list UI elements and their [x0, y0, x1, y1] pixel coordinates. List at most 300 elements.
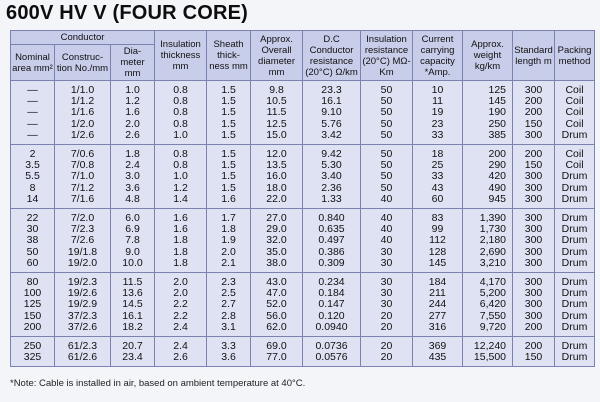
- cell-sheath-thickness: 1.5: [207, 119, 251, 130]
- cell-weight: 385: [463, 130, 513, 145]
- cell-construction: 19/2.6: [55, 288, 111, 299]
- cell-insulation-resistance: 50: [361, 119, 413, 130]
- cell-weight: 290: [463, 160, 513, 171]
- cell-diameter: 1.0: [111, 81, 155, 97]
- cell-current-capacity: 11: [413, 96, 463, 107]
- cell-dc-resistance: 0.309: [303, 258, 361, 273]
- header-dc-resistance: D.C Conductor resistance (20°C) Ω/km: [303, 31, 361, 81]
- table-row: [11, 258, 595, 273]
- cell-construction: 1/2.6: [55, 130, 111, 145]
- cell-standard-length: 300: [513, 235, 555, 246]
- cell-weight: 5,200: [463, 288, 513, 299]
- cell-diameter: 1.2: [111, 96, 155, 107]
- header-insulation-thickness: Insulation thickness mm: [155, 31, 207, 81]
- cell-sheath-thickness: 1.5: [207, 160, 251, 171]
- cell-diameter: 7.8: [111, 235, 155, 246]
- cell-dc-resistance: 23.3: [303, 81, 361, 97]
- cell-overall-diameter: 43.0: [251, 273, 303, 289]
- cell-nominal-area: 60: [11, 258, 55, 273]
- cell-diameter: 4.8: [111, 194, 155, 209]
- cell-construction: 19/2.0: [55, 258, 111, 273]
- cell-current-capacity: 25: [413, 160, 463, 171]
- cell-packing-method: Coil: [555, 107, 595, 118]
- cell-dc-resistance: 9.10: [303, 107, 361, 118]
- cell-current-capacity: 184: [413, 273, 463, 289]
- cell-dc-resistance: 5.30: [303, 160, 361, 171]
- cell-diameter: 18.2: [111, 322, 155, 337]
- cell-sheath-thickness: 1.5: [207, 96, 251, 107]
- cell-dc-resistance: 0.840: [303, 209, 361, 225]
- table-row: [11, 352, 595, 367]
- cell-packing-method: Drum: [555, 258, 595, 273]
- cell-insulation-thickness: 2.2: [155, 311, 207, 322]
- cell-standard-length: 300: [513, 224, 555, 235]
- cell-diameter: 20.7: [111, 337, 155, 353]
- cell-overall-diameter: 11.5: [251, 107, 303, 118]
- cell-packing-method: Drum: [555, 194, 595, 209]
- cell-standard-length: 300: [513, 183, 555, 194]
- cell-insulation-thickness: 1.0: [155, 130, 207, 145]
- cell-sheath-thickness: 1.5: [207, 183, 251, 194]
- cell-dc-resistance: 5.76: [303, 119, 361, 130]
- cell-nominal-area: 150: [11, 311, 55, 322]
- cell-standard-length: 300: [513, 288, 555, 299]
- cell-packing-method: Coil: [555, 119, 595, 130]
- cell-construction: 7/0.6: [55, 145, 111, 161]
- cell-insulation-thickness: 1.6: [155, 224, 207, 235]
- table-row: [11, 183, 595, 194]
- cell-current-capacity: 33: [413, 171, 463, 182]
- cell-packing-method: Drum: [555, 171, 595, 182]
- cell-insulation-thickness: 2.6: [155, 352, 207, 367]
- cell-sheath-thickness: 1.5: [207, 81, 251, 97]
- cell-diameter: 6.0: [111, 209, 155, 225]
- cell-construction: 1/1.0: [55, 81, 111, 97]
- cell-diameter: 16.1: [111, 311, 155, 322]
- cell-dc-resistance: 0.0576: [303, 352, 361, 367]
- cell-insulation-resistance: 50: [361, 183, 413, 194]
- cell-nominal-area: —: [11, 119, 55, 130]
- table-row: [11, 273, 595, 289]
- cell-weight: 190: [463, 107, 513, 118]
- table-row: [11, 224, 595, 235]
- cell-nominal-area: 14: [11, 194, 55, 209]
- cell-weight: 15,500: [463, 352, 513, 367]
- cell-weight: 420: [463, 171, 513, 182]
- cell-sheath-thickness: 2.7: [207, 299, 251, 310]
- cell-insulation-resistance: 50: [361, 171, 413, 182]
- cell-packing-method: Drum: [555, 235, 595, 246]
- cell-current-capacity: 60: [413, 194, 463, 209]
- cell-overall-diameter: 13.5: [251, 160, 303, 171]
- cell-packing-method: Drum: [555, 322, 595, 337]
- cell-insulation-thickness: 2.4: [155, 322, 207, 337]
- cell-construction: 1/1.2: [55, 96, 111, 107]
- cell-insulation-resistance: 50: [361, 130, 413, 145]
- cell-nominal-area: 125: [11, 299, 55, 310]
- cell-diameter: 2.4: [111, 160, 155, 171]
- cell-current-capacity: 145: [413, 258, 463, 273]
- cell-current-capacity: 19: [413, 107, 463, 118]
- cell-dc-resistance: 0.120: [303, 311, 361, 322]
- cell-standard-length: 300: [513, 299, 555, 310]
- cell-construction: 7/2.3: [55, 224, 111, 235]
- cell-current-capacity: 33: [413, 130, 463, 145]
- cell-insulation-resistance: 30: [361, 247, 413, 258]
- cell-standard-length: 200: [513, 337, 555, 353]
- cable-spec-table: [10, 30, 595, 367]
- cell-construction: 7/1.6: [55, 194, 111, 209]
- cell-sheath-thickness: 3.3: [207, 337, 251, 353]
- cell-weight: 1,390: [463, 209, 513, 225]
- cell-packing-method: Drum: [555, 183, 595, 194]
- cell-packing-method: Drum: [555, 337, 595, 353]
- cell-standard-length: 150: [513, 352, 555, 367]
- cell-nominal-area: —: [11, 107, 55, 118]
- cell-standard-length: 300: [513, 81, 555, 97]
- cell-insulation-resistance: 50: [361, 81, 413, 97]
- cell-insulation-resistance: 20: [361, 352, 413, 367]
- table-row: [11, 194, 595, 209]
- cell-standard-length: 300: [513, 273, 555, 289]
- cell-packing-method: Drum: [555, 224, 595, 235]
- cell-packing-method: Coil: [555, 160, 595, 171]
- cell-sheath-thickness: 2.3: [207, 273, 251, 289]
- cell-diameter: 10.0: [111, 258, 155, 273]
- cell-overall-diameter: 29.0: [251, 224, 303, 235]
- cell-overall-diameter: 15.0: [251, 130, 303, 145]
- cell-standard-length: 150: [513, 160, 555, 171]
- cell-insulation-thickness: 1.0: [155, 171, 207, 182]
- cell-sheath-thickness: 1.7: [207, 209, 251, 225]
- cell-dc-resistance: 16.1: [303, 96, 361, 107]
- cell-overall-diameter: 9.8: [251, 81, 303, 97]
- table-row: [11, 160, 595, 171]
- cell-insulation-thickness: 0.8: [155, 107, 207, 118]
- cell-sheath-thickness: 2.1: [207, 258, 251, 273]
- cell-insulation-thickness: 1.8: [155, 258, 207, 273]
- cell-overall-diameter: 52.0: [251, 299, 303, 310]
- cell-nominal-area: 2: [11, 145, 55, 161]
- cell-nominal-area: —: [11, 81, 55, 97]
- cell-standard-length: 200: [513, 322, 555, 337]
- cell-diameter: 1.8: [111, 145, 155, 161]
- cell-weight: 250: [463, 119, 513, 130]
- cell-current-capacity: 244: [413, 299, 463, 310]
- cell-insulation-resistance: 30: [361, 299, 413, 310]
- table-row: [11, 107, 595, 118]
- cell-nominal-area: 5.5: [11, 171, 55, 182]
- cell-overall-diameter: 22.0: [251, 194, 303, 209]
- cell-insulation-resistance: 30: [361, 258, 413, 273]
- cell-nominal-area: 200: [11, 322, 55, 337]
- cell-weight: 7,550: [463, 311, 513, 322]
- cell-sheath-thickness: 2.0: [207, 247, 251, 258]
- table-row: [11, 235, 595, 246]
- cell-insulation-thickness: 2.0: [155, 288, 207, 299]
- cell-dc-resistance: 0.497: [303, 235, 361, 246]
- table-row: [11, 145, 595, 161]
- cell-diameter: 1.6: [111, 107, 155, 118]
- cell-packing-method: Coil: [555, 96, 595, 107]
- cell-overall-diameter: 12.0: [251, 145, 303, 161]
- cell-overall-diameter: 18.0: [251, 183, 303, 194]
- cell-insulation-resistance: 20: [361, 322, 413, 337]
- cell-insulation-resistance: 20: [361, 311, 413, 322]
- cell-current-capacity: 83: [413, 209, 463, 225]
- cell-overall-diameter: 16.0: [251, 171, 303, 182]
- cell-overall-diameter: 35.0: [251, 247, 303, 258]
- cell-nominal-area: 80: [11, 273, 55, 289]
- cell-insulation-resistance: 30: [361, 288, 413, 299]
- cell-standard-length: 300: [513, 209, 555, 225]
- cell-weight: 9,720: [463, 322, 513, 337]
- cell-packing-method: Drum: [555, 130, 595, 145]
- cell-dc-resistance: 3.42: [303, 130, 361, 145]
- table-row: [11, 171, 595, 182]
- table-row: [11, 247, 595, 258]
- cell-overall-diameter: 27.0: [251, 209, 303, 225]
- header-conductor-group: Conductor: [11, 31, 155, 45]
- cell-insulation-resistance: 50: [361, 145, 413, 161]
- cell-standard-length: 300: [513, 258, 555, 273]
- cell-overall-diameter: 32.0: [251, 235, 303, 246]
- header-overall-diameter: Approx. Overall diameter mm: [251, 31, 303, 81]
- cell-packing-method: Drum: [555, 247, 595, 258]
- cell-dc-resistance: 2.36: [303, 183, 361, 194]
- cell-weight: 125: [463, 81, 513, 97]
- cell-insulation-thickness: 0.8: [155, 119, 207, 130]
- cell-nominal-area: 50: [11, 247, 55, 258]
- cell-packing-method: Coil: [555, 145, 595, 161]
- cell-nominal-area: 3.5: [11, 160, 55, 171]
- cell-packing-method: Drum: [555, 209, 595, 225]
- cell-overall-diameter: 38.0: [251, 258, 303, 273]
- cell-diameter: 14.5: [111, 299, 155, 310]
- cell-dc-resistance: 9.42: [303, 145, 361, 161]
- cell-overall-diameter: 47.0: [251, 288, 303, 299]
- cell-insulation-thickness: 0.8: [155, 96, 207, 107]
- header-standard-length: Standard length m: [513, 31, 555, 81]
- cell-weight: 12,240: [463, 337, 513, 353]
- cell-insulation-thickness: 1.8: [155, 247, 207, 258]
- cell-nominal-area: —: [11, 130, 55, 145]
- header-packing-method: Packing method: [555, 31, 595, 81]
- cell-overall-diameter: 62.0: [251, 322, 303, 337]
- table-row: [11, 96, 595, 107]
- header-construction: Construc-tion No./mm: [55, 45, 111, 81]
- cell-nominal-area: 250: [11, 337, 55, 353]
- cell-insulation-resistance: 50: [361, 160, 413, 171]
- cell-construction: 19/2.9: [55, 299, 111, 310]
- header-sheath-thickness: Sheath thick-ness mm: [207, 31, 251, 81]
- cell-current-capacity: 277: [413, 311, 463, 322]
- cell-dc-resistance: 3.40: [303, 171, 361, 182]
- cell-sheath-thickness: 1.5: [207, 107, 251, 118]
- cell-overall-diameter: 10.5: [251, 96, 303, 107]
- table-row: [11, 337, 595, 353]
- cell-dc-resistance: 0.635: [303, 224, 361, 235]
- cell-insulation-thickness: 2.4: [155, 337, 207, 353]
- cell-insulation-resistance: 40: [361, 194, 413, 209]
- cell-insulation-thickness: 2.0: [155, 273, 207, 289]
- cell-construction: 7/2.0: [55, 209, 111, 225]
- cell-packing-method: Drum: [555, 352, 595, 367]
- cell-current-capacity: 128: [413, 247, 463, 258]
- cell-packing-method: Drum: [555, 273, 595, 289]
- cell-construction: 1/1.6: [55, 107, 111, 118]
- cell-nominal-area: 325: [11, 352, 55, 367]
- cell-insulation-resistance: 20: [361, 337, 413, 353]
- cell-standard-length: 300: [513, 130, 555, 145]
- cell-standard-length: 300: [513, 194, 555, 209]
- cell-nominal-area: 8: [11, 183, 55, 194]
- table-row: [11, 81, 595, 97]
- cell-dc-resistance: 0.147: [303, 299, 361, 310]
- cell-diameter: 2.6: [111, 130, 155, 145]
- cell-weight: 145: [463, 96, 513, 107]
- cell-weight: 4,170: [463, 273, 513, 289]
- cell-sheath-thickness: 1.5: [207, 171, 251, 182]
- cell-diameter: 3.6: [111, 183, 155, 194]
- cell-overall-diameter: 12.5: [251, 119, 303, 130]
- header-nominal-area: Nominal area mm²: [11, 45, 55, 81]
- table-row: [11, 288, 595, 299]
- cell-current-capacity: 43: [413, 183, 463, 194]
- cell-packing-method: Coil: [555, 81, 595, 97]
- cell-sheath-thickness: 1.5: [207, 145, 251, 161]
- cell-weight: 3,210: [463, 258, 513, 273]
- table-row: [11, 322, 595, 337]
- cell-current-capacity: 10: [413, 81, 463, 97]
- cell-diameter: 3.0: [111, 171, 155, 182]
- cell-dc-resistance: 1.33: [303, 194, 361, 209]
- cell-overall-diameter: 77.0: [251, 352, 303, 367]
- cell-insulation-resistance: 50: [361, 96, 413, 107]
- cell-weight: 490: [463, 183, 513, 194]
- cell-standard-length: 150: [513, 119, 555, 130]
- table-row: [11, 209, 595, 225]
- cell-overall-diameter: 69.0: [251, 337, 303, 353]
- header-current-capacity: Current carrying capacity *Amp.: [413, 31, 463, 81]
- cell-current-capacity: 316: [413, 322, 463, 337]
- cell-construction: 7/1.2: [55, 183, 111, 194]
- table-row: [11, 299, 595, 310]
- cell-current-capacity: 112: [413, 235, 463, 246]
- cell-sheath-thickness: 1.6: [207, 194, 251, 209]
- cell-sheath-thickness: 3.1: [207, 322, 251, 337]
- table-row: [11, 130, 595, 145]
- cell-overall-diameter: 56.0: [251, 311, 303, 322]
- cell-weight: 6,420: [463, 299, 513, 310]
- cell-construction: 19/2.3: [55, 273, 111, 289]
- cell-sheath-thickness: 2.8: [207, 311, 251, 322]
- cell-dc-resistance: 0.234: [303, 273, 361, 289]
- cell-nominal-area: —: [11, 96, 55, 107]
- cell-insulation-thickness: 1.2: [155, 183, 207, 194]
- cell-standard-length: 200: [513, 145, 555, 161]
- cell-standard-length: 200: [513, 107, 555, 118]
- cell-sheath-thickness: 1.5: [207, 130, 251, 145]
- cell-packing-method: Drum: [555, 288, 595, 299]
- table-body: [11, 81, 595, 367]
- cell-diameter: 11.5: [111, 273, 155, 289]
- cell-diameter: 9.0: [111, 247, 155, 258]
- cell-insulation-thickness: 0.8: [155, 160, 207, 171]
- cell-insulation-thickness: 0.8: [155, 81, 207, 97]
- header-weight: Approx. weight kg/km: [463, 31, 513, 81]
- cell-insulation-thickness: 2.2: [155, 299, 207, 310]
- cell-construction: 37/2.3: [55, 311, 111, 322]
- cell-current-capacity: 18: [413, 145, 463, 161]
- cell-current-capacity: 435: [413, 352, 463, 367]
- cell-sheath-thickness: 2.5: [207, 288, 251, 299]
- cell-weight: 2,690: [463, 247, 513, 258]
- cell-diameter: 2.0: [111, 119, 155, 130]
- cell-nominal-area: 30: [11, 224, 55, 235]
- cell-standard-length: 300: [513, 247, 555, 258]
- cell-weight: 1,730: [463, 224, 513, 235]
- table-row: [11, 311, 595, 322]
- cell-packing-method: Drum: [555, 299, 595, 310]
- cell-construction: 7/1.0: [55, 171, 111, 182]
- cell-dc-resistance: 0.0736: [303, 337, 361, 353]
- cell-insulation-resistance: 30: [361, 273, 413, 289]
- cell-diameter: 13.6: [111, 288, 155, 299]
- cell-current-capacity: 211: [413, 288, 463, 299]
- cell-construction: 1/2.0: [55, 119, 111, 130]
- cell-construction: 19/1.8: [55, 247, 111, 258]
- cell-current-capacity: 99: [413, 224, 463, 235]
- cell-insulation-thickness: 1.6: [155, 209, 207, 225]
- cell-dc-resistance: 0.0940: [303, 322, 361, 337]
- cell-sheath-thickness: 1.8: [207, 224, 251, 235]
- footnote: *Note: Cable is installed in air, based on ambient temperature at 40°C.: [10, 378, 306, 389]
- cell-construction: 7/0.8: [55, 160, 111, 171]
- cell-standard-length: 200: [513, 96, 555, 107]
- cell-weight: 2,180: [463, 235, 513, 246]
- cell-construction: 61/2.3: [55, 337, 111, 353]
- cell-insulation-resistance: 40: [361, 224, 413, 235]
- cell-standard-length: 300: [513, 311, 555, 322]
- cell-insulation-resistance: 40: [361, 235, 413, 246]
- cell-construction: 37/2.6: [55, 322, 111, 337]
- cell-diameter: 6.9: [111, 224, 155, 235]
- cell-dc-resistance: 0.386: [303, 247, 361, 258]
- header-insulation-resistance: Insulation resistance (20°C) MΩ-Km: [361, 31, 413, 81]
- cell-insulation-thickness: 0.8: [155, 145, 207, 161]
- header-diameter: Dia-meter mm: [111, 45, 155, 81]
- cell-nominal-area: 22: [11, 209, 55, 225]
- cell-weight: 945: [463, 194, 513, 209]
- cell-insulation-thickness: 1.8: [155, 235, 207, 246]
- cell-insulation-resistance: 50: [361, 107, 413, 118]
- cell-standard-length: 300: [513, 171, 555, 182]
- cell-insulation-thickness: 1.4: [155, 194, 207, 209]
- cell-nominal-area: 38: [11, 235, 55, 246]
- cell-construction: 61/2.6: [55, 352, 111, 367]
- cell-diameter: 23.4: [111, 352, 155, 367]
- cell-packing-method: Drum: [555, 311, 595, 322]
- cell-insulation-resistance: 40: [361, 209, 413, 225]
- cell-nominal-area: 100: [11, 288, 55, 299]
- cell-sheath-thickness: 1.9: [207, 235, 251, 246]
- cell-dc-resistance: 0.184: [303, 288, 361, 299]
- cell-current-capacity: 369: [413, 337, 463, 353]
- table-row: [11, 119, 595, 130]
- cell-sheath-thickness: 3.6: [207, 352, 251, 367]
- cell-weight: 200: [463, 145, 513, 161]
